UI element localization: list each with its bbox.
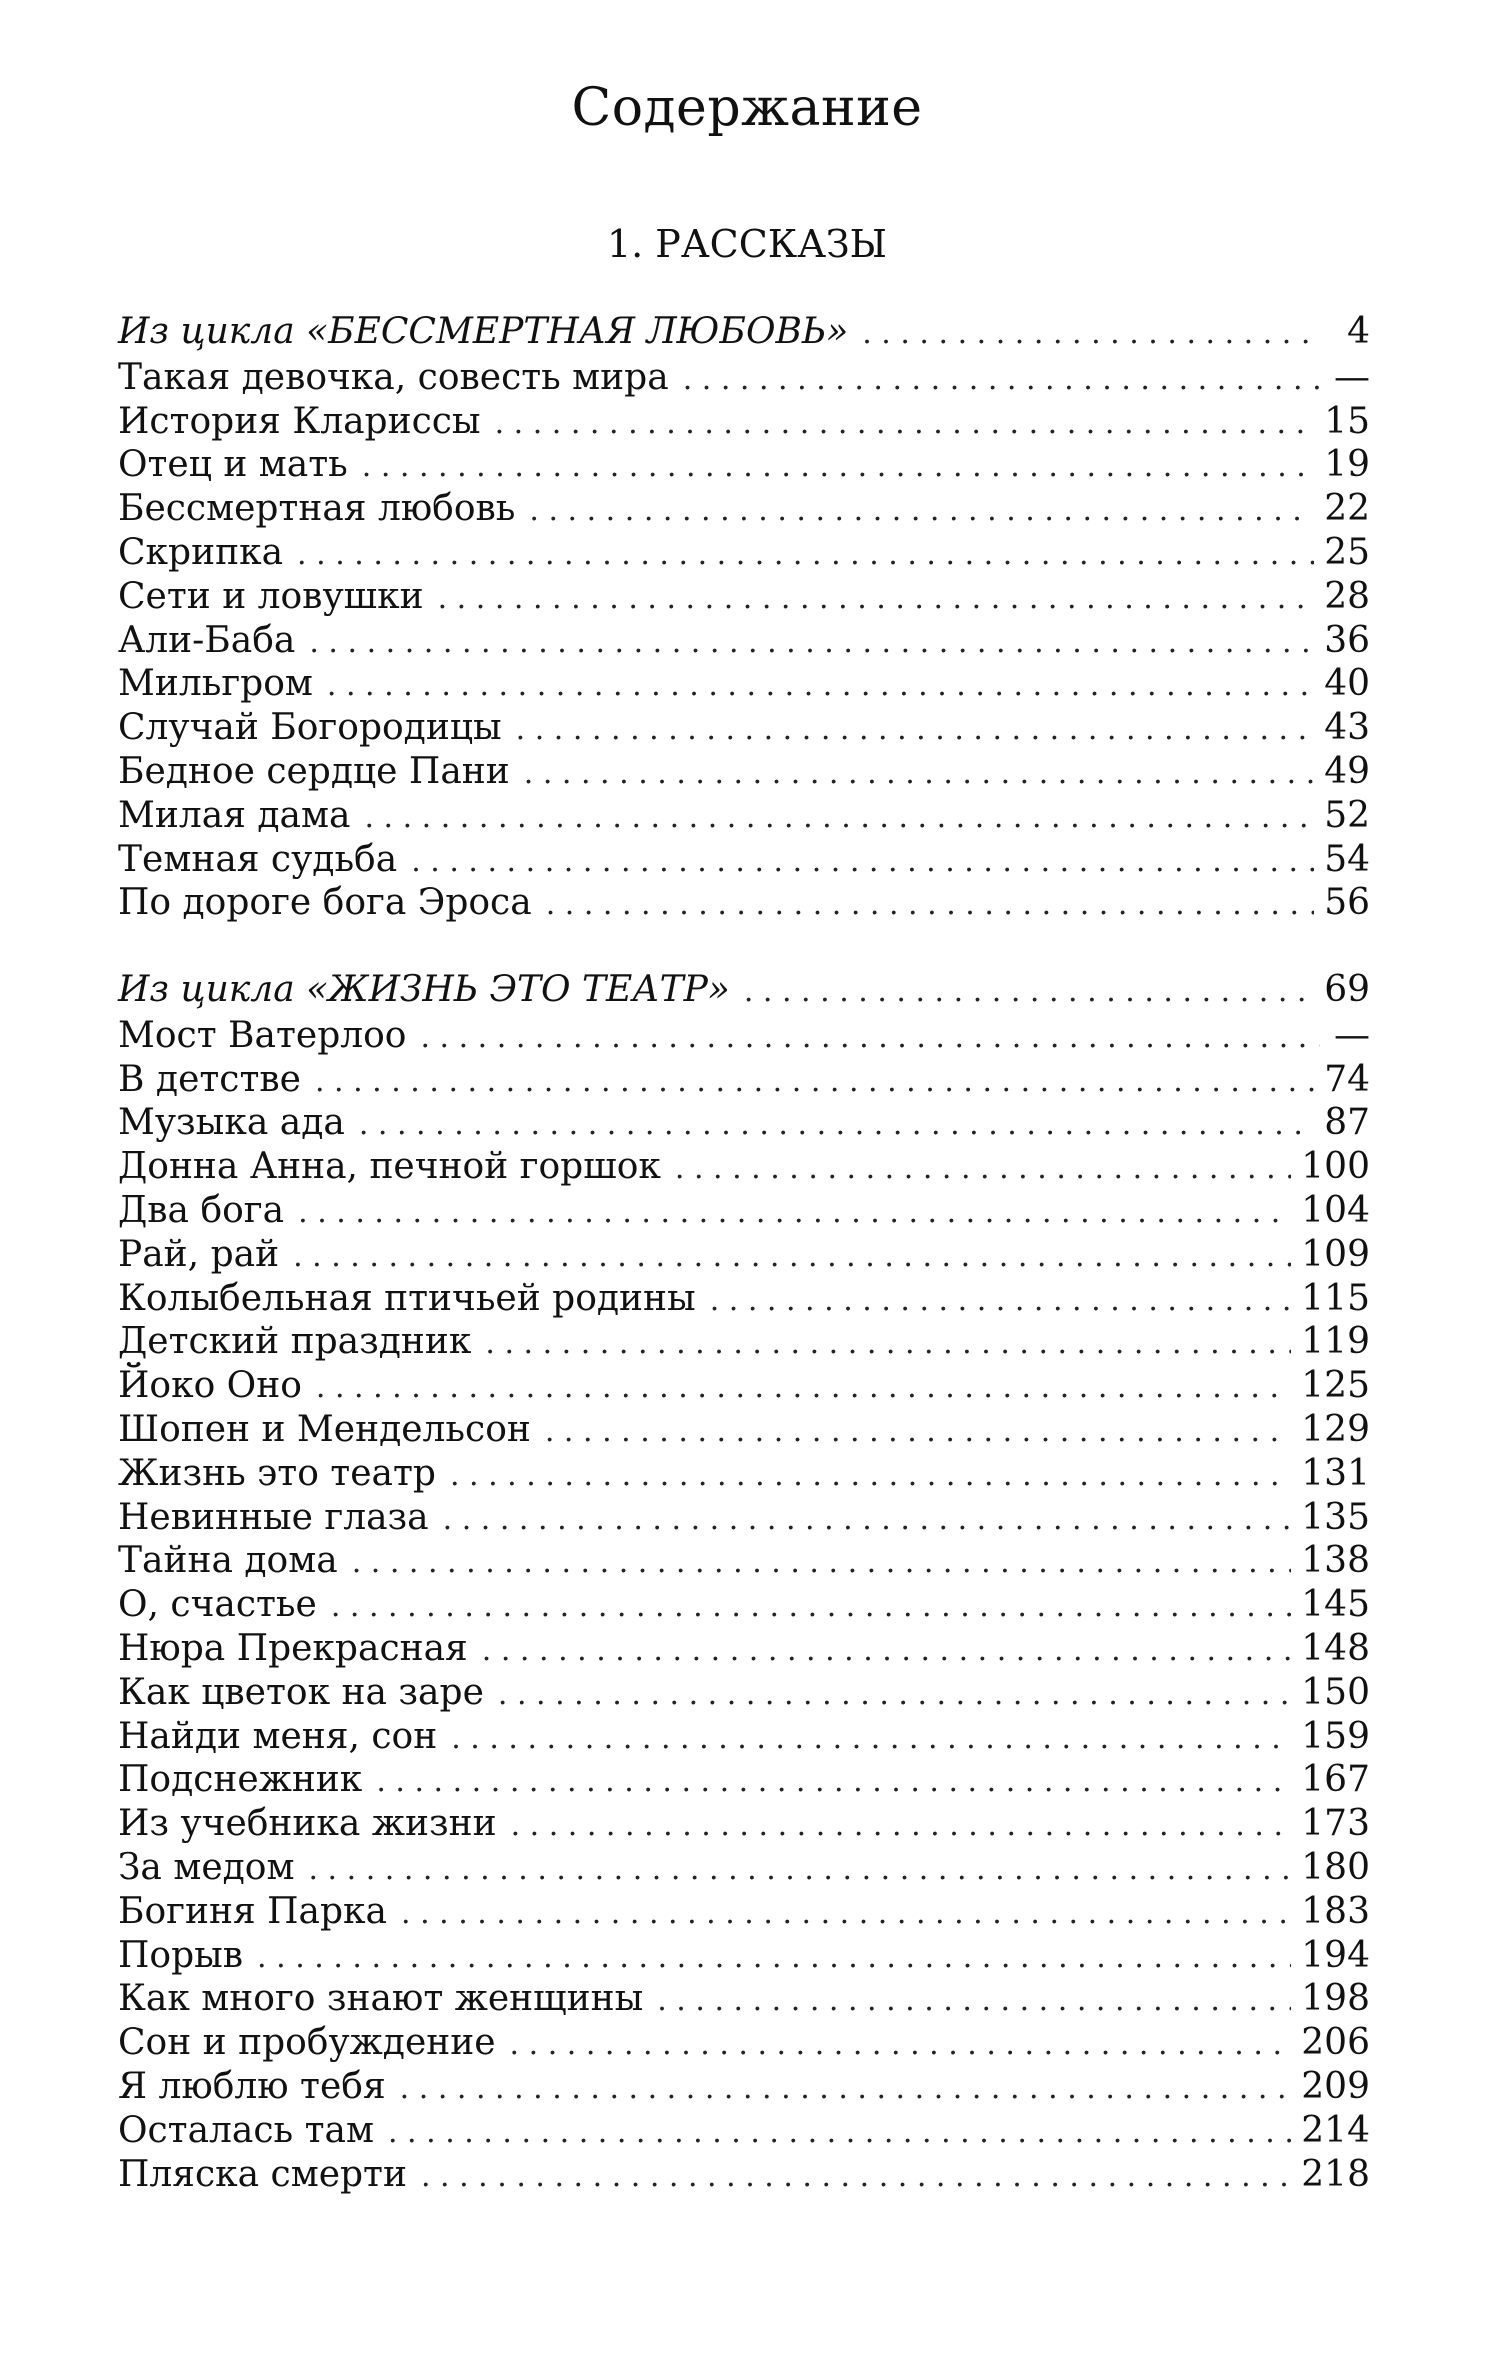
entry-title: Бедное сердце Пани [118,751,510,792]
dot-leader [862,312,1320,356]
dot-leader [482,1629,1292,1673]
page-number: — [1334,356,1370,398]
toc-entry [118,1277,1370,1321]
page-number: 36 [1324,619,1370,661]
page-number: 206 [1301,2022,1370,2064]
entry-title: Сети и ловушки [118,575,424,617]
toc-entry [118,838,1370,882]
dot-leader [309,621,1314,665]
entry-title: Жизнь это театр [118,1452,436,1494]
page-number: 104 [1301,1190,1370,1231]
entry-title: За медом [118,1847,295,1888]
toc-entry [118,1014,1370,1058]
entry-title: Шопен и Мендельсон [118,1409,531,1450]
entry-title: Найди меня, сон [118,1715,438,1757]
page-title: Содержание [571,78,923,138]
entry-title: Донна Анна, печной горшок [118,1146,661,1188]
toc-entry [118,2021,1370,2065]
dot-leader [352,1541,1292,1585]
page-number: 87 [1324,1102,1370,1144]
section-title: 1. РАССКАЗЫ [606,222,888,266]
toc-entry [118,662,1370,706]
entry-title: Богиня Парка [118,1890,387,1932]
toc-entry [118,619,1370,663]
cycle-heading [118,968,1370,1012]
cycle-title: Из цикла «БЕССМЕРТНАЯ ЛЮБОВЬ» [118,311,849,352]
page-number: 150 [1301,1671,1370,1713]
page-number: 119 [1301,1321,1370,1363]
toc-entry [118,2153,1370,2197]
entry-title: Подснежник [118,1759,363,1801]
toc-entry [118,443,1370,487]
page-number: 129 [1301,1409,1370,1450]
toc-entry [118,1101,1370,1145]
page-number: 56 [1324,882,1370,924]
entry-title: Порыв [118,1934,244,1976]
dot-leader [443,1498,1292,1542]
toc-entry [118,487,1370,531]
dot-leader [524,752,1314,796]
toc-entry [118,1802,1370,1846]
entry-title: Как много знают женщины [118,1978,644,2020]
toc-entry [118,1058,1370,1102]
page-number: 135 [1301,1496,1370,1538]
page-number: 100 [1301,1146,1370,1188]
dot-leader [257,1936,1291,1980]
toc-entry [118,1627,1370,1671]
dot-leader [675,1147,1291,1191]
dot-leader [451,1717,1291,1761]
page-number: 22 [1324,488,1370,530]
toc-entry [118,1934,1370,1978]
toc-entry [118,400,1370,444]
dot-leader [545,1410,1291,1454]
dot-leader [450,1454,1291,1498]
page-number: 49 [1324,751,1370,792]
toc-entry [118,531,1370,575]
cycle-title: Из цикла «ЖИЗНЬ ЭТО ТЕАТР» [118,969,730,1010]
entry-title: Отец и мать [118,444,348,486]
toc-entry [118,1408,1370,1452]
toc-entry [118,1189,1370,1233]
toc-entry [118,750,1370,794]
page-number: 69 [1324,969,1370,1010]
entry-title: Сон и пробуждение [118,2022,496,2064]
entry-title: Колыбельная птичьей родины [118,1277,696,1319]
dot-leader [411,840,1314,884]
dot-leader [376,1760,1291,1804]
toc-entry [118,1758,1370,1802]
dot-leader [359,1103,1314,1147]
entry-title: Тайна дома [118,1540,338,1582]
entry-title: Такая девочка, совесть мира [118,356,669,398]
dot-leader [516,708,1315,752]
page-number: 131 [1301,1452,1370,1494]
entry-title: Али-Баба [118,619,296,661]
dot-leader [744,970,1314,1014]
entry-title: Осталась там [118,2109,374,2151]
page-number: 173 [1301,1803,1370,1845]
toc-entry [118,2109,1370,2153]
dot-leader [438,577,1315,621]
toc-entry [118,706,1370,750]
page-number: 28 [1324,575,1370,617]
page-number: 43 [1324,707,1370,749]
toc-entry [118,1364,1370,1408]
dot-leader [362,445,1314,489]
entry-title: Темная судьба [118,838,398,880]
entry-title: История Клариссы [118,400,481,442]
dot-leader [316,1366,1291,1410]
page-number: — [1334,1014,1370,1056]
toc-entry [118,2065,1370,2109]
toc-entry [118,1233,1370,1277]
entry-title: Невинные глаза [118,1496,429,1538]
entry-title: Милая дама [118,794,351,836]
dot-leader [485,1322,1291,1366]
dot-leader [546,883,1315,927]
entry-title: В детстве [118,1058,301,1100]
entry-title: Рай, рай [118,1233,280,1275]
toc-entry [118,1890,1370,1934]
page-number: 167 [1301,1759,1370,1801]
page-number: 54 [1324,838,1370,880]
page-number: 52 [1324,794,1370,836]
entry-title: Нюра Прекрасная [118,1628,468,1669]
page-number: 214 [1301,2109,1370,2151]
dot-leader [710,1279,1292,1323]
dot-leader [297,533,1314,577]
page-number: 109 [1301,1233,1370,1275]
page-number: 194 [1301,1934,1370,1976]
dot-leader [400,2067,1292,2111]
page-number: 180 [1301,1847,1370,1888]
entry-title: Бессмертная любовь [118,488,516,530]
entry-title: Мильгром [118,663,313,705]
dot-leader [529,489,1314,533]
toc-entry [118,356,1370,400]
toc-entry [118,881,1370,925]
entry-title: Музыка ада [118,1102,345,1144]
dot-leader [495,402,1315,446]
page-number: 25 [1324,532,1370,573]
dot-leader [683,358,1320,402]
entry-title: Случай Богородицы [118,707,502,749]
toc-entry [118,1452,1370,1496]
toc-entry [118,1583,1370,1627]
toc-entry [118,1496,1370,1540]
page-number: 159 [1301,1715,1370,1757]
page-number: 115 [1301,1277,1370,1319]
page-number: 74 [1324,1058,1370,1100]
page-number: 218 [1301,2153,1370,2195]
page-number: 4 [1347,311,1370,352]
toc-entry [118,794,1370,838]
entry-title: Скрипка [118,532,284,573]
toc-entry [118,1846,1370,1890]
dot-leader [327,664,1314,708]
page-number: 19 [1324,444,1370,486]
page-number: 198 [1301,1978,1370,2020]
entry-title: Детский праздник [118,1321,472,1363]
dot-leader [331,1585,1291,1629]
dot-leader [388,2111,1291,2155]
cycle-heading [118,310,1370,354]
page-number: 40 [1324,663,1370,705]
page-number: 183 [1301,1890,1370,1932]
toc-entry [118,1539,1370,1583]
page-number: 15 [1324,400,1370,442]
toc-entry [118,1320,1370,1364]
entry-title: Я люблю тебя [118,2066,386,2107]
entry-title: Пляска смерти [118,2153,407,2195]
page-number: 145 [1301,1584,1370,1626]
dot-leader [421,2155,1291,2199]
page-number: 209 [1301,2066,1370,2107]
dot-leader [401,1892,1291,1936]
entry-title: Два бога [118,1190,285,1231]
entry-title: Мост Ватерлоо [118,1014,407,1056]
page-number: 138 [1301,1540,1370,1582]
entry-title: О, счастье [118,1584,317,1626]
dot-leader [498,1673,1291,1717]
dot-leader [364,796,1314,840]
toc-entry [118,1977,1370,2021]
dot-leader [657,1979,1291,2023]
dot-leader [293,1235,1291,1279]
page-number: 148 [1301,1628,1370,1669]
toc-entry [118,1145,1370,1189]
toc-entry [118,1671,1370,1715]
dot-leader [298,1191,1291,1235]
toc-entry [118,575,1370,619]
entry-title: Как цветок на заре [118,1671,484,1713]
entry-title: По дороге бога Эроса [118,882,532,924]
dot-leader [511,1804,1292,1848]
page-number: 125 [1301,1365,1370,1407]
entry-title: Из учебника жизни [118,1803,497,1845]
toc-entry [118,1715,1370,1759]
entry-title: Йоко Оно [118,1365,302,1407]
dot-leader [315,1060,1314,1104]
dot-leader [420,1016,1320,1060]
dot-leader [510,2023,1292,2067]
dot-leader [308,1848,1291,1892]
